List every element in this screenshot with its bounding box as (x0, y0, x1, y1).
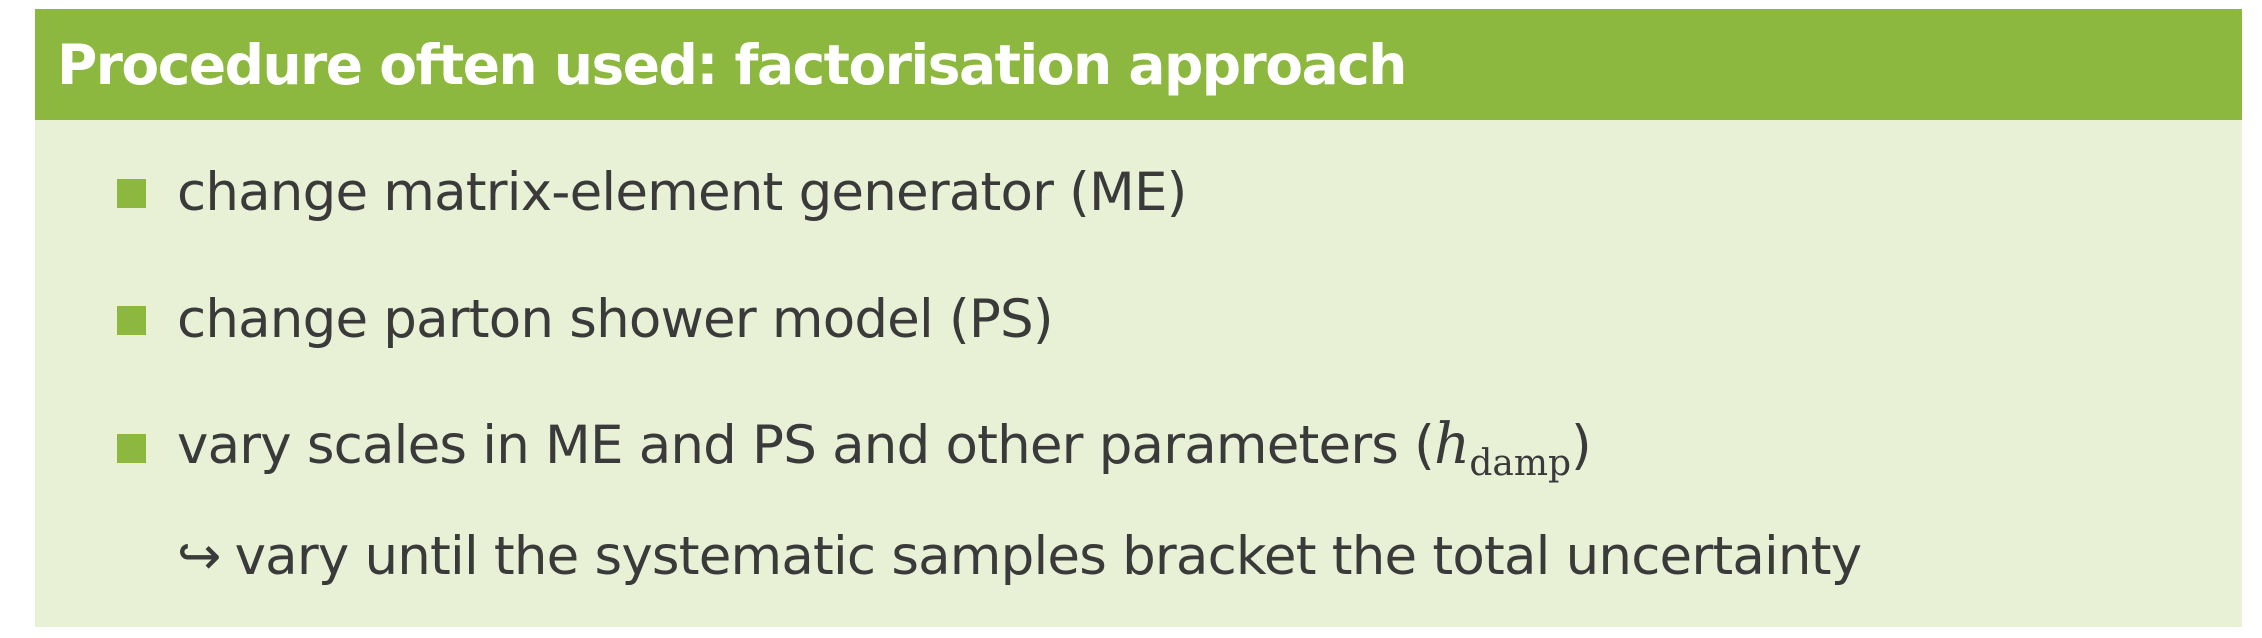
item-text-after: ) (1571, 414, 1591, 476)
list-item-text: change matrix-element generator (ME) (177, 162, 1187, 223)
block-header (35, 9, 2242, 120)
note-text-container (177, 517, 1861, 597)
block-title: Procedure often used: factorisation approach (57, 32, 1406, 97)
square-bullet-icon (117, 434, 146, 463)
list-item-text (177, 405, 1591, 492)
square-bullet-icon (117, 179, 146, 208)
note-text: vary until the systematic samples bracket the total uncertainty (234, 526, 1862, 587)
math-subscript: damp (1469, 442, 1572, 484)
square-bullet-icon (117, 306, 146, 335)
content-block (35, 9, 2242, 627)
item-text-before: vary scales in ME and PS and other parameters ( (177, 414, 1435, 476)
list-item-text: change parton shower model (PS) (177, 289, 1053, 350)
math-symbol: h (1434, 411, 1470, 477)
hook-arrow-icon: ↪ (177, 526, 221, 587)
